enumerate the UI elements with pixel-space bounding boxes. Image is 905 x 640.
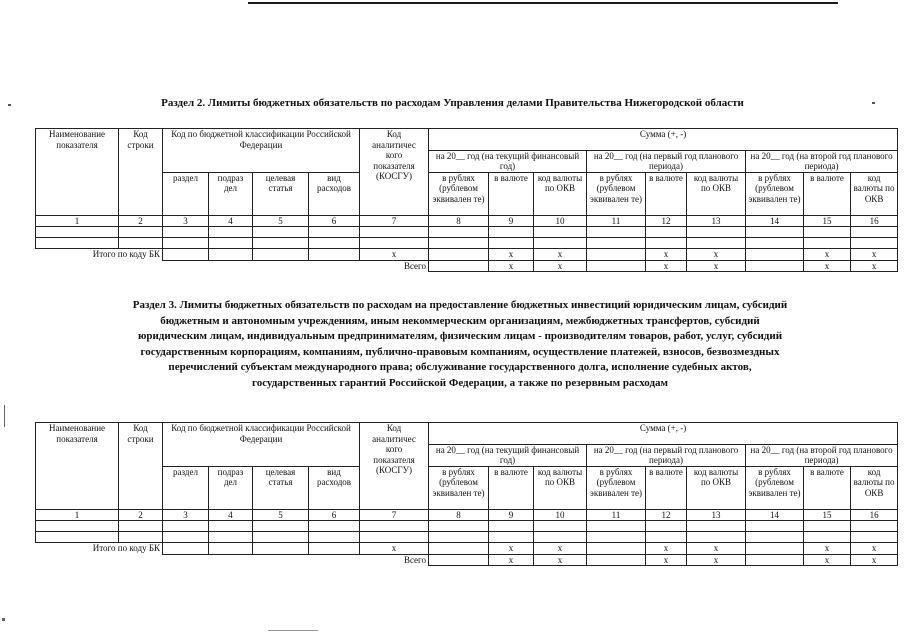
total-bk-row: Итого по коду БК x x x x x x x: [36, 249, 898, 261]
table-row: [36, 521, 898, 532]
header-bk-spacer: [163, 444, 360, 466]
section-3-title-line: государственных гарантий Российской Федерации, а также по резервным расходам: [251, 376, 669, 389]
section-2-table-wrap: [35, 128, 897, 272]
header-analytic: Код аналитичес кого показателя (КОСГУ): [360, 423, 429, 510]
header-year-plan-1: на 20__ год (на первый год планового периода): [587, 444, 746, 466]
total-all-label: Всего: [403, 554, 427, 565]
header-year-plan-2: на 20__ год (на второй год планового периода): [746, 150, 898, 172]
header-analytic: Код аналитичес кого показателя (КОСГУ): [360, 129, 429, 216]
header-rub: в рублях (рублевом эквивален те): [429, 466, 489, 509]
header-rub: в рублях (рублевом эквивален те): [429, 172, 489, 215]
header-year-current: на 20__ год (на текущий финансовый год): [429, 150, 587, 172]
section-3-title-line: Раздел 3. Лимиты бюджетных обязательств по расходам на предоставление бюджетных инвестиций юридическим лицам, субсидий: [132, 299, 788, 311]
header-cur: в валюте: [646, 172, 687, 215]
section-3-title-line: бюджетным и автономным учреждениям, иным некоммерческим организациям, межбюджетных трансфертов, субсидий: [160, 314, 760, 327]
section-3-title: [70, 298, 850, 391]
header-rub: в рублях (рублевом эквивален те): [746, 466, 804, 509]
total-all-label: Всего: [403, 260, 427, 271]
header-okv: код валюты по ОКВ: [851, 466, 898, 509]
section-3-table-wrap: [35, 422, 897, 566]
total-all-row: Всего x x x x x x: [36, 260, 898, 272]
section-3-title-line: государственным корпорациям, компаниям, публично-правовым компаниям, осуществление платежей, взносов, безвозмездных: [140, 345, 780, 358]
limits-table: [35, 128, 898, 272]
header-year-current: на 20__ год (на текущий финансовый год): [429, 444, 587, 466]
total-bk-label: Итого по коду БК: [92, 543, 160, 554]
header-cur: в валюте: [489, 466, 534, 509]
header-podrazdel: подраз дел: [209, 466, 253, 509]
header-rub: в рублях (рублевом эквивален те): [587, 172, 646, 215]
total-bk-label: Итого по коду БК: [92, 249, 160, 260]
header-bk: Код по бюджетной классификации Российской Федерации: [163, 423, 360, 445]
header-razdel: раздел: [163, 466, 209, 509]
total-bk-row: Итого по коду БК x x x x x x x: [36, 543, 898, 555]
total-all-row: Всего x x x x x x: [36, 554, 898, 566]
header-sum: Сумма (+, -): [429, 129, 898, 151]
section-3-title-line: перечислений субъектам международного права; обслуживание государственного долга, исполнение судебных актов,: [168, 361, 752, 373]
column-number-row: 1 2 3 4 5 6 7 8 9 10 11 12 13 14 15 16: [36, 215, 898, 227]
scan-speck: [2, 618, 5, 621]
header-code: Код строки: [119, 423, 163, 510]
header-podrazdel: подраз дел: [209, 172, 253, 215]
header-bk: Код по бюджетной классификации Российской Федерации: [163, 129, 360, 151]
header-okv: код валюты по ОКВ: [687, 172, 746, 215]
header-name: Наименование показателя: [36, 423, 119, 510]
table-row: [36, 532, 898, 543]
header-target: целевая статья: [253, 172, 309, 215]
header-sum: Сумма (+, -): [429, 423, 898, 445]
top-border-line: [248, 2, 838, 4]
header-vid: вид расходов: [309, 172, 360, 215]
scan-mark: [268, 630, 318, 631]
header-okv: код валюты по ОКВ: [534, 172, 587, 215]
header-year-plan-2: на 20__ год (на второй год планового периода): [746, 444, 898, 466]
header-target: целевая статья: [253, 466, 309, 509]
header-cur: в валюте: [646, 466, 687, 509]
table-row: [36, 238, 898, 249]
limits-table: [35, 422, 898, 566]
header-vid: вид расходов: [309, 466, 360, 509]
section-2-title: Раздел 2. Лимиты бюджетных обязательств по расходам Управления делами Правительства Нижегородской области: [161, 97, 744, 109]
header-rub: в рублях (рублевом эквивален те): [746, 172, 804, 215]
header-year-plan-1: на 20__ год (на первый год планового периода): [587, 150, 746, 172]
section-3-title-line: юридическим лицам, индивидуальным предпринимателям, физическим лицам - производителям товаров, работ, услуг, субсидий: [137, 330, 783, 342]
header-name: Наименование показателя: [36, 129, 119, 216]
header-code: Код строки: [119, 129, 163, 216]
scan-mark: [4, 405, 5, 427]
table-row: [36, 227, 898, 238]
header-cur: в валюте: [804, 172, 851, 215]
header-razdel: раздел: [163, 172, 209, 215]
header-cur: в валюте: [804, 466, 851, 509]
header-cur: в валюте: [489, 172, 534, 215]
header-okv: код валюты по ОКВ: [534, 466, 587, 509]
column-number-row: 1 2 3 4 5 6 7 8 9 10 11 12 13 14 15 16: [36, 509, 898, 521]
header-bk-spacer: [163, 150, 360, 172]
header-rub: в рублях (рублевом эквивален те): [587, 466, 646, 509]
header-okv: код валюты по ОКВ: [687, 466, 746, 509]
header-okv: код валюты по ОКВ: [851, 172, 898, 215]
